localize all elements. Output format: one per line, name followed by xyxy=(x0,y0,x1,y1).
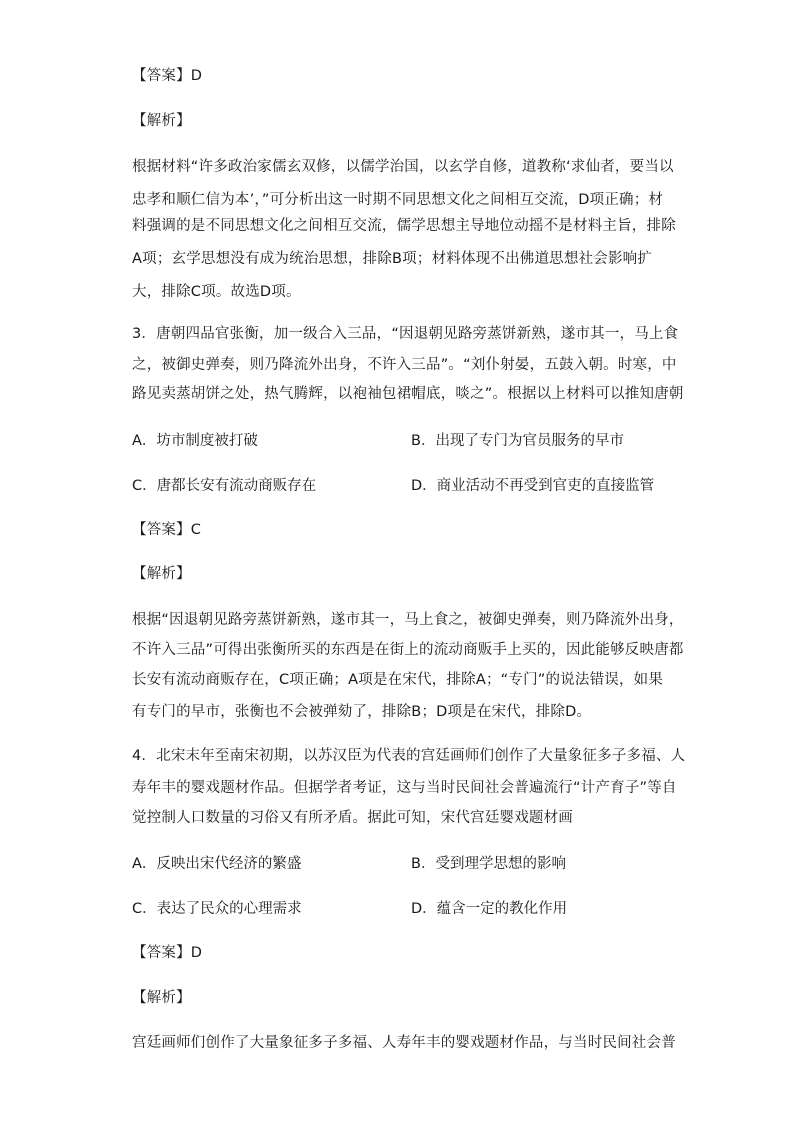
question-stem: 4．北宋末年至南宋初期，以苏汉臣为代表的宫廷画师们创作了大量象征多子多福、人 xyxy=(132,748,686,764)
question-stem: 寿年丰的婴戏题材作品。但据学者考证，这与当时民间社会普遍流行“计产育子”等自 xyxy=(132,780,677,796)
option-d: D．蕴含一定的教化作用 xyxy=(411,901,568,917)
option-b: B．出现了专门为官员服务的早市 xyxy=(411,433,624,449)
answer-label: 【答案】C xyxy=(132,522,202,538)
analysis-text: 忠孝和顺仁信为本’，”可分析出这一时期不同思想文化之间相互交流，D项正确；材 xyxy=(132,192,664,208)
analysis-heading: 【解析】 xyxy=(132,566,191,582)
analysis-text: 长安有流动商贩存在，C项正确；A项是在宋代，排除A；“专门”的说法错误，如果 xyxy=(132,672,664,688)
analysis-text: 有专门的早市，张衡也不会被弹劾了，排除B；D项是在宋代，排除D。 xyxy=(132,704,592,720)
option-d: D．商业活动不再受到官吏的直接监管 xyxy=(411,478,655,494)
analysis-text: A项；玄学思想没有成为统治思想，排除B项；材料体现不出佛道思想社会影响扩 xyxy=(132,251,653,267)
answer-label: 【答案】D xyxy=(132,945,203,961)
analysis-text: 不许入三品”可得出张衡所买的东西是在街上的流动商贩手上买的，因此能够反映唐都 xyxy=(132,642,684,658)
analysis-text: 宫廷画师们创作了大量象征多子多福、人寿年丰的婴戏题材作品，与当时民间社会普 xyxy=(132,1035,676,1051)
analysis-heading: 【解析】 xyxy=(132,990,191,1006)
answer-label: 【答案】D xyxy=(132,68,203,84)
analysis-text: 大，排除C项。故选D项。 xyxy=(132,284,301,300)
option-c: C．表达了民众的心理需求 xyxy=(132,901,302,917)
option-a: A．反映出宋代经济的繁盛 xyxy=(132,856,302,872)
analysis-heading: 【解析】 xyxy=(132,113,191,129)
question-stem: 路见卖蒸胡饼之处，热气腾辉，以袍袖包裙帽底，啖之”。根据以上材料可以推知唐朝 xyxy=(132,386,684,402)
analysis-text: 根据“因退朝见路旁蒸饼新熟，遂市其一，马上食之，被御史弹奏，则乃降流外出身， xyxy=(132,612,684,628)
question-stem: 觉控制人口数量的习俗又有所矛盾。据此可知，宋代宫廷婴戏题材画 xyxy=(132,810,573,826)
question-stem: 3．唐朝四品官张衡，加一级合入三品，“因退朝见路旁蒸饼新熟，遂市其一，马上食 xyxy=(132,326,679,342)
option-a: A．坊市制度被打破 xyxy=(132,433,258,449)
analysis-text: 料强调的是不同思想文化之间相互交流，儒学思想主导地位动摇不是材料主旨，排除 xyxy=(132,218,676,234)
question-stem: 之，被御史弹奏，则乃降流外出身，不许入三品”。“刘仆射晏，五鼓入朝。时寒，中 xyxy=(132,357,677,373)
option-c: C．唐都长安有流动商贩存在 xyxy=(132,478,317,494)
analysis-text: 根据材料“许多政治家儒玄双修，以儒学治国，以玄学自修，道教称‘求仙者，要当以 xyxy=(132,159,674,175)
option-b: B．受到理学思想的影响 xyxy=(411,856,566,872)
